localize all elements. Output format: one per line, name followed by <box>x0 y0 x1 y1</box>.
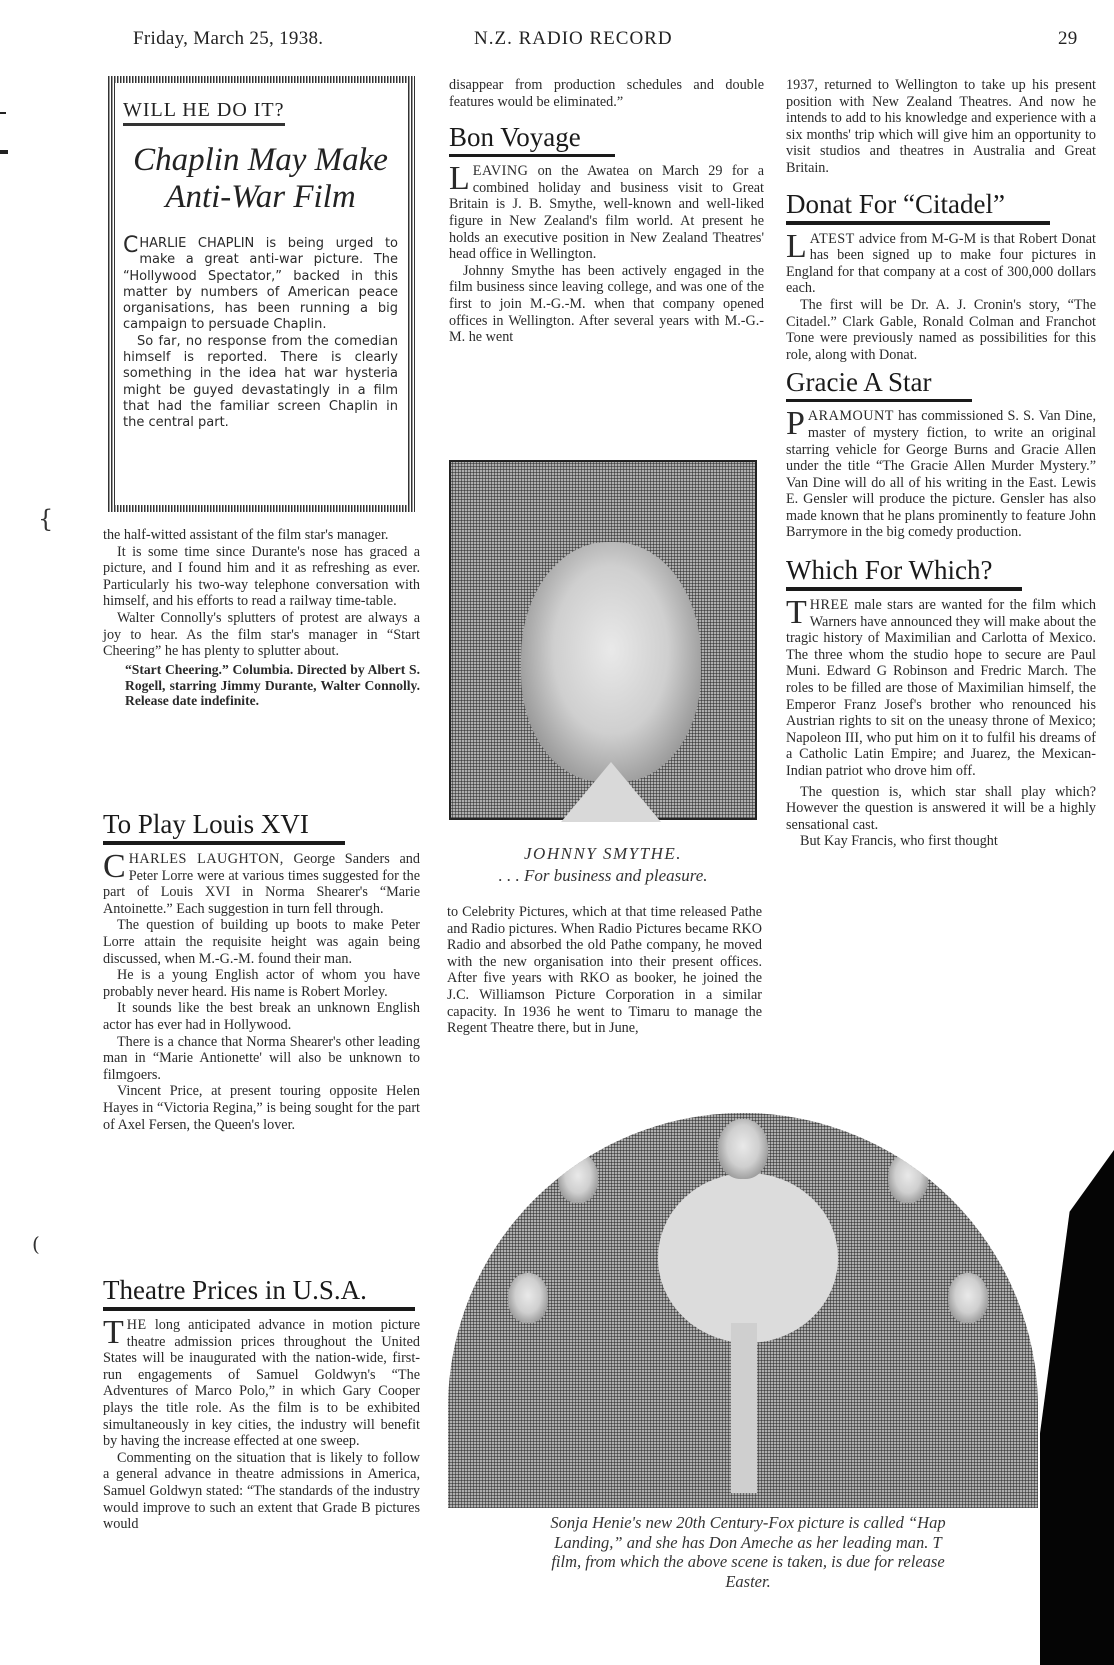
headline: Bon Voyage <box>449 122 581 153</box>
paragraph: The question is, which star shall play which? However the question is answered it will be a highly sensational cast. <box>786 783 1096 833</box>
lead-caps: HARLES LAUGHTON, <box>128 851 284 867</box>
skirt-shape <box>658 1173 838 1343</box>
headline: Which For Which? <box>786 555 993 586</box>
headline-rule <box>786 587 1022 591</box>
dancer-face <box>718 1119 768 1179</box>
film-credit: “Start Cheering.” Columbia. Directed by Albert S. Rogell, starring Jimmy Durante, Walter Connolly. Release date indefinite. <box>125 661 420 709</box>
article-body <box>103 848 420 1133</box>
paragraph: There is a chance that Norma Shearer's other leading man in “Marie Antionette' will also be unknown to filmgoers. <box>103 1033 420 1083</box>
bon-voyage-end <box>786 77 1096 177</box>
caption-line: Landing,” and she has Don Ameche as her leading man. T <box>554 1532 942 1552</box>
drop-cap: L <box>786 227 807 265</box>
scan-mark <box>0 112 6 114</box>
paragraph <box>449 160 764 263</box>
lead-caps: ARAMOUNT <box>807 408 894 425</box>
paragraph-text: has commissioned S. S. Van Dine, master of mystery fiction, to write an original starring vehicle for George Burns and Gracie Allen under the title “The Gracie Allen Murder Mystery.” Van Dine will do all of his writing in the East. Lewis E. Gensler will produce the picture. Gensler has also made known that he plans prominently to feature John Barrymore in the big comedy production. <box>786 408 1096 541</box>
paragraph-text: long anticipated advance in motion picture theatre admission prices throughout the United States will be inaugurated with the nation-wide, first-run engagements of Samuel Goldwyn's “The Adventures of Marco Polo,” in which Gary Cooper plays the title role. As the film is to be exhibited simultaneously in key cities, the industry will benefit by having the increase effected at one sweep. <box>103 1317 420 1450</box>
louis-xvi-article <box>103 809 420 1133</box>
headline: To Play Louis XVI <box>103 809 309 839</box>
paragraph: the half-witted assistant of the film star's manager. <box>103 527 389 543</box>
paragraph <box>786 594 1096 780</box>
scan-mark: { <box>38 505 54 533</box>
dancer-face <box>508 1273 548 1323</box>
portrait-face <box>521 542 701 782</box>
headline-rule <box>449 154 615 157</box>
dancer-legs <box>731 1323 757 1493</box>
lead-caps: HREE <box>809 597 849 614</box>
start-cheering-review <box>103 527 420 709</box>
box-kicker: WILL HE DO IT? <box>123 99 285 126</box>
drop-cap: C <box>103 848 126 885</box>
paragraph-text: HARLIE CHAPLIN is being urged to make a great anti-war picture. The “Hollywood Spectator,” backed in this matter by numbers of American peace organisations, has been running a big campaign to persuade Chaplin. <box>123 236 398 333</box>
issue-date: Friday, March 25, 1938. <box>133 28 324 49</box>
donat-article <box>786 189 1096 364</box>
johnny-smythe-portrait <box>449 460 757 820</box>
lead-caps: ATEST <box>809 230 855 247</box>
portrait-caption <box>449 843 757 887</box>
page-number: 29 <box>1058 28 1078 49</box>
gracie-article <box>786 367 1096 541</box>
theatre-prices-continuation <box>449 77 764 110</box>
paragraph <box>786 405 1096 541</box>
drop-cap: L <box>449 160 470 198</box>
paragraph-text: George Sanders and Peter Lorre were at various times suggested for the part of Louis XVI in Norma Shearer's “Marie Antoinette.” Each suggestion in turn fell through. <box>103 851 420 917</box>
caption-line: film, from which the above scene is taken, is due for release <box>551 1552 945 1571</box>
dancer-face <box>558 1153 598 1203</box>
headline-rule <box>786 399 972 402</box>
box-headline-line1: Chaplin May Make <box>133 142 388 178</box>
paragraph: Vincent Price, at present touring opposite Helen Hayes in “Victoria Regina,” is being sought for the part of Axel Fersen, the Queen's lover. <box>103 1083 420 1133</box>
paragraph: 1937, returned to Wellington to take up his present position with New Zealand Theatres. And now he intends to add to his knowledge and experience with a six months' trip which will give him an opportunity to visit studios and theatres in Australia and Great Britain. <box>786 77 1096 176</box>
box-paragraph: So far, no response from the comedian himself is reported. There is clearly something in the idea hat war hysteria might be guyed devastatingly in a film that had the familiar screen Chaplin in the central part. <box>123 333 398 431</box>
headline: Gracie A Star <box>786 367 932 398</box>
chaplin-story-box <box>108 76 415 512</box>
paragraph-text: advice from M-G-M is that Robert Donat has been signed up to make four pictures in England for that company at a cost of 300,000 dollars each. <box>786 230 1096 297</box>
article-body <box>449 160 764 346</box>
paragraph: disappear from production schedules and double features would be eliminated.” <box>449 77 764 110</box>
caption-line: Sonja Henie's new 20th Century-Fox picture is called “Hap <box>550 1513 946 1532</box>
caption-subtitle: . . . For business and pleasure. <box>498 866 708 885</box>
which-for-which-article <box>786 555 1096 850</box>
paragraph: It sounds like the best break an unknown English actor has ever had in Hollywood. <box>103 1000 420 1033</box>
paragraph: It is some time since Durante's nose has graced a picture, and I found him and it as refreshing as ever. Particularly his two-way telephone conversation with himself, and his efforts to read a railway time-table. <box>103 543 420 610</box>
scan-shadow-edge <box>1040 1150 1114 1665</box>
paragraph: He is a young English actor of whom you have probably never heard. His name is Robert Morley. <box>103 967 420 1000</box>
paragraph: Johnny Smythe has been actively engaged in the film business since leaving college, and was one of the first to join M.-G.-M. when that company opened offices in Wellington. After several years with M.-G.-M. he went <box>449 262 764 346</box>
dancer-face <box>888 1153 928 1203</box>
headline: Theatre Prices in U.S.A. <box>103 1275 367 1305</box>
drop-cap: T <box>103 1314 124 1351</box>
paragraph <box>103 848 420 917</box>
box-headline-line2: Anti-War Film <box>165 179 356 215</box>
bon-voyage-continued <box>447 904 762 1037</box>
paragraph: Walter Connolly's splutters of protest are always a joy to hear. As the film star's manager in “Start Cheering” he has plenty to splutter about. <box>103 609 420 660</box>
paragraph <box>786 227 1096 297</box>
paragraph: Commenting on the situation that is likely to follow a general advance in theatre admissions in America, Samuel Goldwyn stated: “The standards of the industry would improve to such an extent that Grade B pictures would <box>103 1449 420 1533</box>
lead-caps: HE <box>126 1317 147 1333</box>
drop-cap: C <box>123 233 139 258</box>
column-2-top <box>449 77 764 346</box>
paragraph: The question of building up boots to make Peter Lorre attain the requisite height was again being discussed, when M.-G.-M. found their man. <box>103 917 420 967</box>
headline-rule <box>786 221 1050 225</box>
paragraph-text: on the Awatea on March 29 for a combined holiday and business visit to Great Britain is J. B. Smythe, well-known and well-liked figure in New Zealand's film world. At present he holds an executive position in New Zealand Theatres' head office in Wellington. <box>449 163 764 263</box>
sonja-photo-caption <box>458 1513 1038 1591</box>
paragraph-text: male stars are wanted for the film which Warners have announced they will make about the tragic history of Maximilian and Carlotta of Mexico. The three whom the studio hope to secure are Paul Muni. Edward G Robinson and Fredric March. The roles to be filled are those of Maximilian himself, the Emperor Franz Josef's brother who renounced his Austrian rights to sit on the uneasy throne of Mexico; Napoleon III, who put him on it to fulfil his dreams of a Catholic Latin Empire; and Juarez, the Mexican-Indian patriot who drove him off. <box>786 597 1096 779</box>
column-3 <box>786 77 1096 850</box>
drop-cap: T <box>786 594 807 632</box>
article-body <box>103 1314 420 1533</box>
headline-rule <box>103 841 345 845</box>
box-paragraph <box>123 233 398 334</box>
box-body <box>123 233 398 432</box>
headline-rule <box>103 1307 415 1311</box>
scan-mark: ( <box>32 1232 40 1256</box>
headline: Donat For “Citadel” <box>786 188 1005 219</box>
drop-cap: P <box>786 405 805 443</box>
article-body <box>786 227 1096 364</box>
paragraph: But Kay Francis, who first thought <box>800 833 998 850</box>
theatre-prices-article <box>103 1275 420 1533</box>
dancer-face <box>948 1273 988 1323</box>
lead-caps: EAVING <box>472 163 529 180</box>
caption-name: JOHNNY SMYTHE. <box>524 844 682 863</box>
publication-title: N.Z. RADIO RECORD <box>474 28 673 49</box>
article-body <box>786 594 1096 850</box>
bon-voyage-article <box>449 122 764 346</box>
caption-line: Easter. <box>725 1571 771 1591</box>
article-body <box>786 405 1096 541</box>
scan-mark <box>0 150 8 154</box>
box-headline <box>123 142 398 216</box>
sonja-henie-scene-photo <box>448 1113 1038 1508</box>
paragraph: The first will be Dr. A. J. Cronin's story, “The Citadel.” Clark Gable, Ronald Colman and Franchot Tone were previously named as possibilities for this role, along with Donat. <box>786 296 1096 363</box>
paragraph <box>103 1314 420 1450</box>
paragraph: to Celebrity Pictures, which at that time released Pathe and Radio pictures. When Radio Pictures became RKO Radio and absorbed the old Pathe company, he moved with the new organisation into their present offices. After five years with RKO as booker, he joined the J.C. Williamson Picture Corporation in a similar capacity. In 1936 he went to Timaru to manage the Regent Theatre there, but in June, <box>447 904 762 1037</box>
